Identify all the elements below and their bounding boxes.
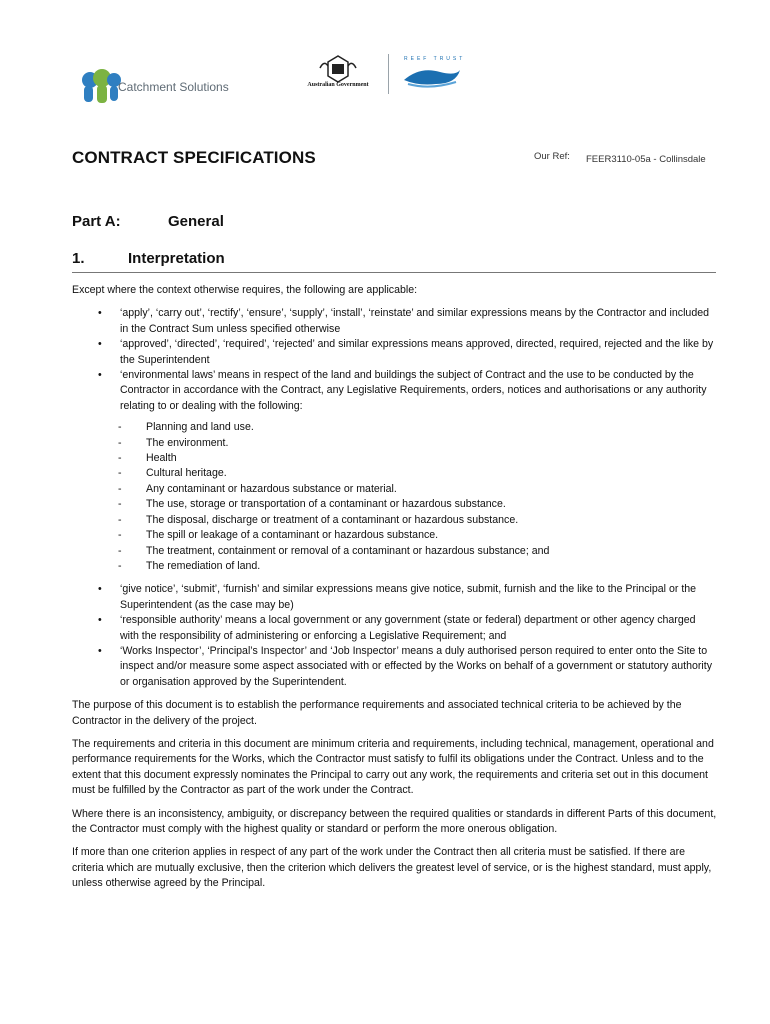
australian-government-crest xyxy=(298,54,378,94)
environmental-subitems xyxy=(72,420,717,574)
reef-trust-logo xyxy=(400,62,464,90)
paragraph-inconsistency: Where there is an inconsistency, ambiguity, or discrepancy between the required qualities or standards in different Parts of this document, the Contractor must comply with the highest quality or standard or perform the more onerous obligation. xyxy=(72,807,717,835)
list-item: • ‘responsible authority’ means a local government or any government (state or federal) department or other agency charged with the responsibility of administering or enforcing a Legislative Requirement; and xyxy=(98,614,696,642)
list-item: - The use, storage or transportation of a contaminant or hazardous substance. xyxy=(118,498,506,511)
document-title: CONTRACT SPECIFICATIONS xyxy=(72,148,316,167)
section-title: Interpretation xyxy=(128,250,225,267)
section-number: 1. xyxy=(72,250,85,267)
list-item: - Any contaminant or hazardous substance or material. xyxy=(118,482,397,495)
list-item: • ‘approved’, ‘directed’, ‘required’, ‘rejected’ and similar expressions means approved, directed, required, rejected and the like by the Superintendent xyxy=(98,338,714,366)
list-item: - Health xyxy=(118,452,177,465)
list-item: - The remediation of land. xyxy=(118,559,261,572)
paragraph-requirements: The requirements and criteria in this document are minimum criteria and requirements, including technical, management, operational and performance requirements for the Works, which the Contractor must satisfy to fulfil its obligations under the Contract. Unless and to the extent that this document expressly nominates the Principal to carry out any work, the requirements and criteria set out in this document must be fulfilled by the Contractor as part of the work under the Contract. xyxy=(72,737,714,797)
catchment-logo-text: Catchment Solutions xyxy=(118,80,229,94)
logo-divider xyxy=(388,54,389,94)
government-text: Australian Government xyxy=(307,82,369,88)
our-ref-label: Our Ref: xyxy=(534,151,570,162)
list-item: - The treatment, containment or removal of a contaminant or hazardous substance; and xyxy=(118,544,550,557)
document-body xyxy=(72,283,717,900)
list-item: - Cultural heritage. xyxy=(118,467,227,480)
part-title: General xyxy=(168,213,224,230)
section-rule xyxy=(72,272,716,273)
list-item: - The spill or leakage of a contaminant or hazardous substance. xyxy=(118,529,439,542)
definitions-list-b xyxy=(72,582,717,690)
list-item: • ‘Works Inspector’, ‘Principal’s Inspector’ and ‘Job Inspector’ means a duly authorised person required to enter onto the Site to inspect and/or measure some aspect associated with or effected by the Works on behalf of a government or statutory authority or organisation approved by the Superintendent. xyxy=(98,644,712,688)
list-item: - The disposal, discharge or treatment of a contaminant or hazardous substance. xyxy=(118,513,519,526)
reef-trust-text: REEF TRUST xyxy=(404,56,466,62)
list-item: • ‘apply’, ‘carry out’, ‘rectify’, ‘ensure’, ‘supply’, ‘install’, ‘reinstate’ and similar expressions means by the Contractor and included in the Contract Sum unless specified otherwise xyxy=(98,307,709,335)
our-ref-value: FEER3110-05a - Collinsdale xyxy=(586,154,706,165)
list-item: • ‘give notice’, ‘submit’, ‘furnish’ and similar expressions means give notice, submit, furnish and the like to the Principal or the Superintendent (as the case may be) xyxy=(98,583,697,611)
list-item: - The environment. xyxy=(118,436,229,449)
intro-text: Except where the context otherwise requires, the following are applicable: xyxy=(72,284,418,296)
paragraph-purpose: The purpose of this document is to establish the performance requirements and associated technical criteria to be achieved by the Contractor in the delivery of the project. xyxy=(72,699,682,727)
part-label: Part A: xyxy=(72,213,121,230)
paragraph-criteria: If more than one criterion applies in respect of any part of the work under the Contract then all criteria must be satisfied. If there are criteria which are mutually exclusive, then the criterion which delivers the greatest level of service, or is the highest standard, must apply, unless otherwise agreed by the Principal. xyxy=(72,846,712,890)
list-item: - Planning and land use. xyxy=(118,421,254,434)
definitions-list-a xyxy=(72,306,717,414)
list-item: • ‘environmental laws’ means in respect of the land and buildings the subject of Contract and the use to be conducted by the Contractor in accordance with the Contract, any Legislative Requirements, orders, notices and authorisations or any authority relating to or dealing with the following: xyxy=(98,369,707,412)
